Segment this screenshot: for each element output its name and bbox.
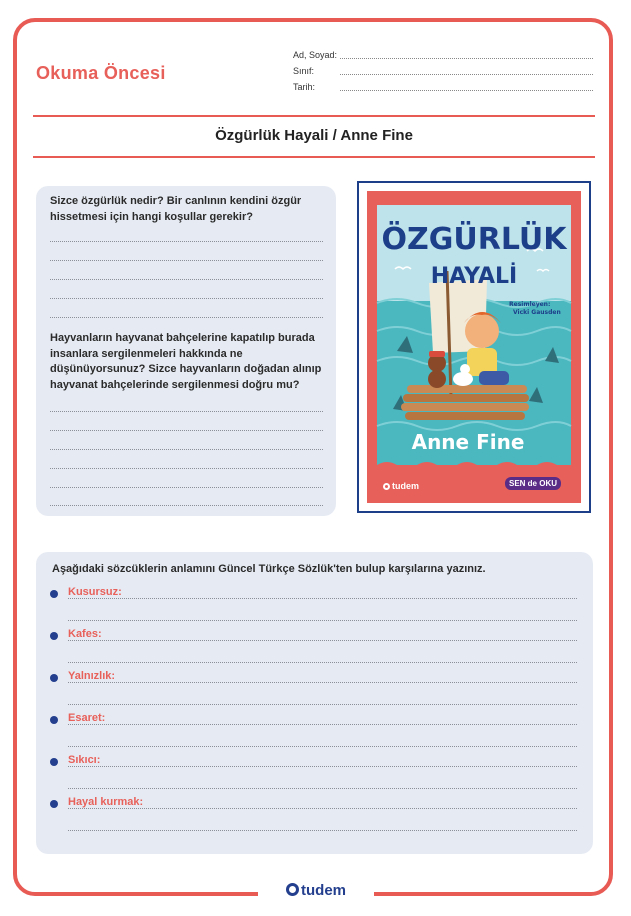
vocabulary-item[interactable] — [50, 712, 577, 732]
bullet-icon — [50, 590, 58, 598]
cover-title-line2: HAYALİ — [430, 264, 518, 289]
vocabulary-item[interactable] — [50, 796, 577, 816]
footer-logo-text: tudem — [301, 882, 346, 899]
book-cover-frame — [357, 181, 591, 513]
vocabulary-item[interactable] — [50, 670, 577, 690]
vocabulary-word: Kafes: — [68, 628, 102, 640]
class-label: Sınıf: — [293, 66, 315, 76]
bullet-icon — [50, 758, 58, 766]
answer-line[interactable] — [68, 724, 577, 725]
name-line[interactable] — [340, 58, 593, 59]
cover-title-line1: ÖZGÜRLÜK — [381, 222, 567, 257]
vocabulary-word: Hayal kurmak: — [68, 796, 144, 808]
answer-line[interactable] — [68, 598, 577, 599]
answer-line[interactable] — [50, 411, 323, 412]
vocabulary-word: Yalnızlık: — [68, 670, 116, 682]
vocabulary-item[interactable] — [50, 754, 577, 774]
question-2: Hayvanların hayvanat bahçelerine kapatılıp burada insanlara sergilenmeleri hakkında ne düşünüyorsunuz? Sizce hayvanların doğadan alınıp hayvanat bahçelerinde sergilenmesi doğru mu? — [50, 332, 322, 391]
book-cover — [367, 191, 581, 503]
questions-box — [36, 186, 336, 516]
answer-line[interactable] — [68, 682, 577, 683]
date-label: Tarih: — [293, 82, 316, 92]
vocabulary-item[interactable] — [50, 628, 577, 648]
vocabulary-word: Esaret: — [68, 712, 106, 724]
cover-author: Anne Fine — [411, 430, 525, 454]
question-1: Sizce özgürlük nedir? Bir canlının kendini özgür hissetmesi için hangi koşullar gerekir? — [50, 195, 302, 223]
bullet-icon — [50, 800, 58, 808]
cover-publisher — [383, 481, 419, 491]
answer-line[interactable] — [50, 317, 323, 318]
cover-publisher-name: tudem — [392, 481, 419, 491]
date-field[interactable] — [293, 80, 593, 96]
answer-line[interactable] — [68, 620, 577, 621]
vocabulary-box — [36, 552, 593, 854]
answer-line[interactable] — [50, 260, 323, 261]
answer-line[interactable] — [68, 662, 577, 663]
answer-line[interactable] — [68, 830, 577, 831]
tudem-logo-icon — [383, 483, 390, 490]
answer-line[interactable] — [68, 640, 577, 641]
cover-illustrator: Vicki Gausden — [513, 309, 561, 316]
date-line[interactable] — [340, 90, 593, 91]
answer-line[interactable] — [50, 505, 323, 506]
answer-line[interactable] — [50, 449, 323, 450]
answer-line[interactable] — [50, 298, 323, 299]
bullet-icon — [50, 716, 58, 724]
cover-illustration — [367, 191, 581, 503]
book-title: Özgürlük Hayali / Anne Fine — [215, 127, 413, 144]
answer-line[interactable] — [68, 746, 577, 747]
bullet-icon — [50, 632, 58, 640]
answer-line[interactable] — [50, 279, 323, 280]
answer-line[interactable] — [50, 487, 323, 488]
vocabulary-word: Kusursuz: — [68, 586, 122, 598]
tudem-logo-icon — [286, 883, 299, 896]
section-title: Okuma Öncesi — [36, 63, 166, 83]
divider-top — [33, 115, 595, 117]
class-field[interactable] — [293, 64, 593, 80]
student-info — [293, 48, 593, 96]
name-field[interactable] — [293, 48, 593, 64]
answer-line[interactable] — [68, 808, 577, 809]
footer-logo — [258, 882, 374, 899]
answer-line[interactable] — [68, 704, 577, 705]
cover-series: SEN de OKU — [505, 477, 561, 490]
class-line[interactable] — [340, 74, 593, 75]
answer-line[interactable] — [68, 788, 577, 789]
answer-line[interactable] — [68, 766, 577, 767]
vocabulary-instruction: Aşağıdaki sözcüklerin anlamını Güncel Türkçe Sözlük'ten bulup karşılarına yazınız. — [52, 563, 486, 575]
vocabulary-word: Sıkıcı: — [68, 754, 101, 766]
answer-line[interactable] — [50, 241, 323, 242]
answer-line[interactable] — [50, 430, 323, 431]
bullet-icon — [50, 674, 58, 682]
divider-bottom — [33, 156, 595, 158]
answer-line[interactable] — [50, 468, 323, 469]
vocabulary-item[interactable] — [50, 586, 577, 606]
name-label: Ad, Soyad: — [293, 50, 338, 60]
cover-illustrator-label: Resimleyen: — [509, 301, 551, 308]
